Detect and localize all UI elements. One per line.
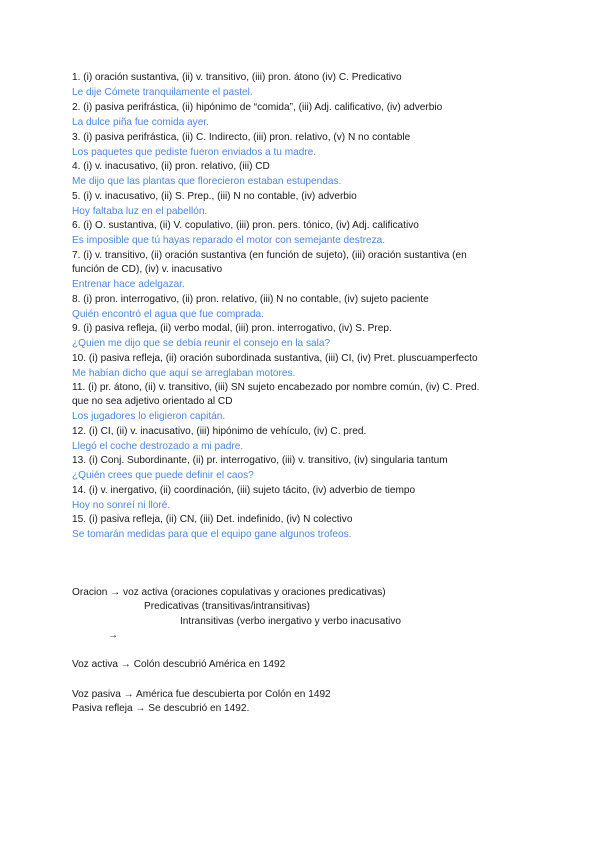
exercise-7-example: Entrenar hace adelgazar. [72, 279, 185, 290]
note-voz-pasiva: Voz pasiva → América fue descubierta por Colón en 1492 [72, 689, 331, 700]
exercise-8-answer: 8. (i) pron. interrogativo, (ii) pron. relativo, (iii) N no contable, (iv) sujeto paciente [72, 294, 429, 305]
note-intransitivas: Intransitivas (verbo inergativo y verbo inacusativo [180, 616, 402, 627]
exercise-2-example: La dulce piña fue comida ayer. [72, 117, 209, 128]
exercise-7-answer: 7. (i) v. transitivo, (ii) oración sustantiva (en función de sujeto), (iii) oración sustantiva (en [72, 250, 467, 261]
note-pasiva-refleja: Pasiva refleja → Se descubrió en 1492. [72, 703, 250, 714]
exercise-6-answer: 6. (i) O. sustantiva, (ii) V. copulativo, (iii) pron. pers. tónico, (iv) Adj. calificativo [72, 220, 419, 231]
exercise-13-example: ¿Quién crees que puede definir el caos? [72, 470, 254, 481]
exercise-5-example: Hoy faltaba luz en el pabellón. [72, 206, 208, 217]
exercise-4-example: Me dijo que las plantas que florecieron estaban estupendas. [72, 176, 342, 187]
exercise-11-example: Los jugadores lo eligieron capitán. [72, 411, 226, 422]
exercise-9-example: ¿Quien me dijo que se debía reunir el consejo en la sala? [72, 338, 331, 349]
exercise-7-answer-cont: función de CD), (iv) v. inacusativo [72, 264, 223, 275]
exercise-3-answer: 3. (i) pasiva perifrástica, (ii) C. Indirecto, (iii) pron. relativo, (v) N no contable [72, 132, 411, 143]
note-oracion: Oracion → voz activa (oraciones copulativas y oraciones predicativas) [72, 587, 386, 598]
exercise-2-answer: 2. (i) pasiva perifrástica, (ii) hipónimo de “comida”, (iii) Adj. calificativo, (iv) adverbio [72, 102, 443, 113]
exercise-4-answer: 4. (i) v. inacusativo, (ii) pron. relativo, (iii) CD [72, 161, 270, 172]
exercise-9-answer: 9. (i) pasiva refleja, (ii) verbo modal, (iii) pron. interrogativo, (iv) S. Prep. [72, 323, 392, 334]
note-voz-activa: Voz activa → Colón descubrió América en 1492 [72, 659, 286, 670]
exercise-14-example: Hoy no sonreí ni lloré. [72, 500, 171, 511]
exercise-15-answer: 15. (i) pasiva refleja, (ii) CN, (iii) Det. indefinido, (iv) N colectivo [72, 514, 353, 525]
exercise-1-example: Le dije Cómete tranquilamente el pastel. [72, 87, 253, 98]
exercise-5-answer: 5. (i) v. inacusativo, (ii) S. Prep., (iii) N no contable, (iv) adverbio [72, 191, 357, 202]
exercise-6-example: Es imposible que tú hayas reparado el motor con semejante destreza. [72, 235, 386, 246]
exercise-11-answer: 11. (i) pr. átono, (ii) v. transitivo, (iii) SN sujeto encabezado por nombre común, (iv) C. Pred. [72, 382, 480, 393]
exercise-14-answer: 14. (i) v. inergativo, (ii) coordinación, (iii) sujeto tácito, (iv) adverbio de tiempo [72, 485, 416, 496]
exercise-12-example: Llegó el coche destrozado a mi padre. [72, 441, 244, 452]
exercise-3-example: Los paquetes que pediste fueron enviados a tu madre. [72, 147, 317, 158]
exercise-8-example: Quién encontró el agua que fue comprada. [72, 309, 264, 320]
exercise-11-answer-cont: que no sea adjetivo orientado al CD [72, 396, 233, 407]
exercise-1-answer: 1. (i) oración sustantiva, (ii) v. transitivo, (iii) pron. átono (iv) C. Predicativo [72, 72, 402, 83]
exercise-10-example: Me habían dicho que aquí se arreglaban motores. [72, 368, 296, 379]
exercise-15-example: Se tomarán medidas para que el equipo gane algunos trofeos. [72, 529, 352, 540]
exercise-10-answer: 10. (i) pasiva refleja, (ii) oración subordinada sustantiva, (iii) CI, (iv) Pret. pluscuamperfecto [72, 353, 478, 364]
exercise-13-answer: 13. (i) Conj. Subordinante, (ii) pr. interrogativo, (iii) v. transitivo, (iv) singularia tantum [72, 455, 448, 466]
note-arrow: → [108, 630, 119, 641]
exercise-12-answer: 12. (i) CI, (ii) v. inacusativo, (iii) hipónimo de vehículo, (iv) C. pred. [72, 426, 367, 437]
note-predicativas: Predicativas (transitivas/intransitivas) [144, 601, 311, 612]
